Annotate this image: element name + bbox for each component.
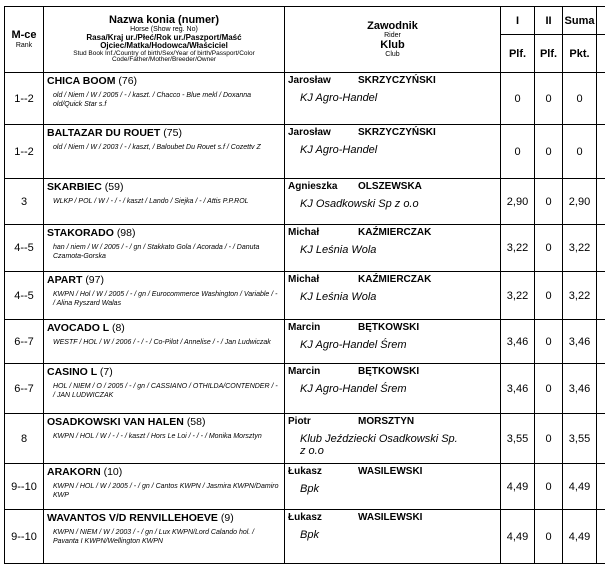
rank-cell: 9--10 [5, 464, 44, 510]
rider-name [288, 512, 497, 523]
rider-cell [285, 73, 501, 125]
rider-first-name: Jarosław [288, 127, 331, 138]
rider-cell [285, 510, 501, 564]
horse-number: (98) [116, 227, 136, 239]
horse-header: Nazwa konia (numer) Horse (Show reg. No) Rasa/Kraj ur./Płeć/Rok ur./Paszport/Maść Ojciec/Matka/Hodowca/Właściciel Stud Book Inf./Country of birth/Sex/Year of birth/Passport/Color Code/Father/Mother/Breeder/Owner [44, 7, 285, 73]
round1-faults: 4,49 [501, 464, 535, 510]
horse-name: STAKORADO (98) [47, 227, 136, 239]
rank-cell: 4--5 [5, 225, 44, 272]
round2-faults: 0 [535, 320, 563, 364]
horse-name: OSADKOWSKI VAN HALEN (58) [47, 416, 206, 428]
round2-faults: 0 [535, 225, 563, 272]
round2-faults: 0 [535, 414, 563, 464]
table-row [5, 225, 605, 272]
rank-cell: 6--7 [5, 320, 44, 364]
total-points: 4,49 [563, 510, 597, 564]
rider-last-name: MORSZTYN [358, 416, 415, 427]
horse-name: APART (97) [47, 274, 104, 286]
round2-faults: 0 [535, 179, 563, 225]
rider-name [288, 227, 497, 238]
rider-name [288, 416, 497, 427]
total-points: 2,90 [563, 179, 597, 225]
club-name: KJ Agro-Handel Śrem [300, 383, 407, 395]
horse-number: (8) [111, 322, 125, 334]
rider-last-name: KAŹMIERCZAK [358, 227, 432, 238]
horse-name: CASINO L (7) [47, 366, 113, 378]
round1-sub-header: Plf. [501, 35, 535, 73]
rider-name [288, 181, 497, 192]
rider-name [288, 75, 497, 86]
rider-name [288, 366, 497, 377]
rider-first-name: Piotr [288, 416, 311, 427]
round1-header: I [501, 7, 535, 35]
horse-cell [44, 510, 285, 564]
horse-cell [44, 125, 285, 179]
rank-cell: 4--5 [5, 272, 44, 320]
total-points: 3,46 [563, 320, 597, 364]
rider-first-name: Łukasz [288, 512, 322, 523]
table-row [5, 414, 605, 464]
horse-info: WLKP / POL / W / - / - / kaszt / Lando / Siejka / - / Attis P.P.ROL [53, 198, 249, 205]
horse-info: KWPN / HOL / W / 2005 / - / gn / Cantos KWPN / Jasmira KWPN/Damiro KWP [53, 483, 279, 499]
table-row [5, 125, 605, 179]
round1-faults: 2,90 [501, 179, 535, 225]
horse-info: old / Niem / W / 2005 / - / kaszt. / Chacco - Blue mekl / Doxanna old/Quick Star s.f [53, 92, 252, 108]
rank-cell: 1--2 [5, 125, 44, 179]
round2-faults: 0 [535, 73, 563, 125]
table-row [5, 179, 605, 225]
rider-last-name: BĘTKOWSKI [358, 366, 420, 377]
round1-faults: 3,22 [501, 225, 535, 272]
horse-cell [44, 225, 285, 272]
club-name-cont: z o.o [300, 445, 324, 457]
horse-name: CHICA BOOM (76) [47, 75, 138, 87]
rider-cell [285, 464, 501, 510]
club-name: KJ Osadkowski Sp z o.o [300, 198, 419, 210]
rider-last-name: WASILEWSKI [358, 466, 423, 477]
horse-info: WESTF / HOL / W / 2006 / - / - / Co-Pilot / Annelise / - / Jan Ludwiczak [53, 339, 271, 346]
rider-first-name: Michał [288, 227, 320, 238]
horse-number: (9) [220, 512, 234, 524]
club-name: KJ Agro-Handel Śrem [300, 339, 407, 351]
rider-first-name: Marcin [288, 322, 321, 333]
table-row [5, 320, 605, 364]
horse-number: (59) [104, 181, 124, 193]
horse-info: old / Niem / W / 2003 / - / kaszt, / Baloubet Du Rouet s.f / Cozettv Z [53, 144, 261, 151]
rider-cell [285, 414, 501, 464]
rider-first-name: Marcin [288, 366, 321, 377]
horse-info: KWPN / Hol / W / 2005 / - / gn / Eurocommerce Washington / Variable / - / Alina Ryszard Walas [53, 291, 278, 307]
rider-header: Zawodnik Rider Klub Club [285, 7, 501, 73]
horse-cell [44, 464, 285, 510]
horse-cell [44, 364, 285, 414]
round2-faults: 0 [535, 364, 563, 414]
total-sub-header: Pkt. [563, 35, 597, 73]
rider-last-name: KAŹMIERCZAK [358, 274, 432, 285]
rank-cell: 9--10 [5, 510, 44, 564]
rider-cell [285, 320, 501, 364]
rider-first-name: Michał [288, 274, 320, 285]
table-row [5, 510, 605, 564]
round2-faults: 0 [535, 125, 563, 179]
horse-cell [44, 272, 285, 320]
table-row [5, 464, 605, 510]
round1-faults: 3,55 [501, 414, 535, 464]
total-header: Suma [563, 7, 597, 35]
horse-number: (10) [103, 466, 123, 478]
total-points: 3,46 [563, 364, 597, 414]
round1-faults: 0 [501, 125, 535, 179]
table-row [5, 364, 605, 414]
horse-info: HOL / NIEM / O / 2005 / - / gn / CASSIANO / OTHILDA/CONTENDER / - / JAN LUDWICZAK [53, 383, 278, 399]
rank-cell: 8 [5, 414, 44, 464]
round2-sub-header: Plf. [535, 35, 563, 73]
rider-first-name: Agnieszka [288, 181, 338, 192]
rider-cell [285, 179, 501, 225]
rider-name [288, 466, 497, 477]
total-points: 0 [563, 125, 597, 179]
horse-number: (7) [99, 366, 113, 378]
horse-name: SKARBIEC (59) [47, 181, 124, 193]
total-points: 4,49 [563, 464, 597, 510]
horse-number: (76) [118, 75, 138, 87]
rider-name [288, 322, 497, 333]
round1-faults: 3,46 [501, 364, 535, 414]
club-name: Bpk [300, 483, 319, 495]
horse-info: han / niem / W / 2005 / - / gn / Stakkato Gola / Acorada / - / Danuta Czamota-Gorska [53, 244, 260, 260]
total-points: 3,22 [563, 225, 597, 272]
total-points: 3,55 [563, 414, 597, 464]
club-name: KJ Agro-Handel [300, 144, 378, 156]
total-points: 3,22 [563, 272, 597, 320]
rider-name [288, 127, 497, 138]
club-name: KJ Leśnia Wola [300, 291, 377, 303]
horse-cell [44, 320, 285, 364]
rider-last-name: BĘTKOWSKI [358, 322, 420, 333]
club-name: KJ Agro-Handel [300, 92, 378, 104]
horse-name: WAVANTOS V/D RENVILLEHOEVE (9) [47, 512, 234, 524]
horse-name: ARAKORN (10) [47, 466, 123, 478]
rider-last-name: WASILEWSKI [358, 512, 423, 523]
table-row [5, 272, 605, 320]
rider-cell [285, 225, 501, 272]
rider-last-name: SKRZYCZYŃSKI [358, 127, 436, 138]
horse-info: KWPN / NIEM / W / 2003 / - / gn / Lux KWPN/Lord Calando hol. / Pavanta I KWPN/Wellington KWPN [53, 529, 255, 545]
rider-first-name: Łukasz [288, 466, 322, 477]
round1-faults: 4,49 [501, 510, 535, 564]
club-name: KJ Leśnia Wola [300, 244, 377, 256]
rider-name [288, 274, 497, 285]
round2-faults: 0 [535, 510, 563, 564]
horse-cell [44, 414, 285, 464]
horse-cell [44, 73, 285, 125]
horse-name: BALTAZAR DU ROUET (75) [47, 127, 182, 139]
table-row [5, 73, 605, 125]
round1-faults: 3,22 [501, 272, 535, 320]
horse-number: (75) [163, 127, 182, 139]
rider-last-name: OLSZEWSKA [358, 181, 422, 192]
horse-name: AVOCADO L (8) [47, 322, 125, 334]
horse-cell [44, 179, 285, 225]
rank-cell: 1--2 [5, 73, 44, 125]
round1-faults: 3,46 [501, 320, 535, 364]
club-name: Bpk [300, 529, 319, 541]
round2-header: II [535, 7, 563, 35]
club-name: Klub Jeździecki Osadkowski Sp. [300, 433, 458, 445]
total-points: 0 [563, 73, 597, 125]
rider-cell [285, 272, 501, 320]
rank-header: M-ce Rank [5, 7, 44, 73]
rider-cell [285, 125, 501, 179]
horse-info: KWPN / HOL / W / - / - / kaszt / Hors Le Loi / - / - / Monika Morsztyn [53, 433, 262, 440]
rank-cell: 6--7 [5, 364, 44, 414]
rank-cell: 3 [5, 179, 44, 225]
round2-faults: 0 [535, 464, 563, 510]
rider-last-name: SKRZYCZYŃSKI [358, 75, 436, 86]
results-table [4, 6, 605, 564]
round1-faults: 0 [501, 73, 535, 125]
horse-number: (58) [186, 416, 206, 428]
horse-number: (97) [85, 274, 104, 286]
rider-cell [285, 364, 501, 414]
rider-first-name: Jarosław [288, 75, 331, 86]
round2-faults: 0 [535, 272, 563, 320]
